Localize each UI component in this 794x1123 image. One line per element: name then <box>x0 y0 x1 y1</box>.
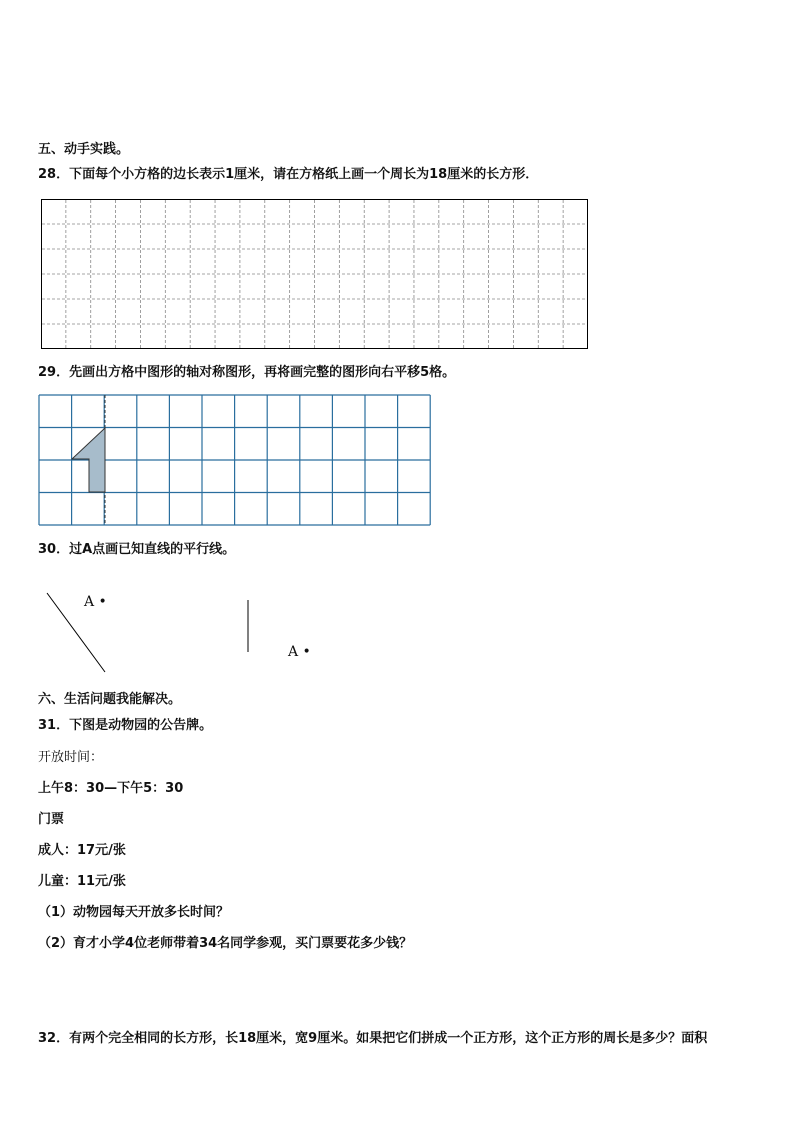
question-29: 29．先画出方格中图形的轴对称图形，再将画完整的图形向右平移5格。 <box>38 365 456 380</box>
question-30: 30．过A点画已知直线的平行线。 <box>38 542 236 557</box>
q28-grid <box>41 199 589 351</box>
q28-grid-lines <box>42 200 587 348</box>
q30-point-a2: A • <box>288 644 311 660</box>
q29-grid <box>38 394 434 528</box>
q30-lines <box>0 585 794 685</box>
q31-ticket-label: 门票 <box>38 812 65 827</box>
question-31: 31．下图是动物园的公告牌。 <box>38 718 213 733</box>
q31-hours: 上午8：30—下午5：30 <box>38 781 184 796</box>
q31-sub-question-2: （2）育才小学4位老师带着34名同学参观，买门票要花多少钱？ <box>38 936 413 951</box>
question-28: 28．下面每个小方格的边长表示1厘米，请在方格纸上画一个周长为18厘米的长方形． <box>38 167 539 182</box>
section5-heading: 五、动手实践。 <box>38 142 130 157</box>
q31-open-label: 开放时间： <box>38 750 104 765</box>
section6-heading: 六、生活问题我能解决。 <box>38 692 182 707</box>
q31-sub-question-1: （1）动物园每天开放多长时间？ <box>38 905 230 920</box>
question-32: 32．有两个完全相同的长方形，长18厘米，宽9厘米。如果把它们拼成一个正方形，这个正方形的周长是多少？面积 <box>38 1031 708 1046</box>
q31-adult-price: 成人：17元/张 <box>38 843 126 858</box>
q30-point-a1: A • <box>84 594 107 610</box>
q31-child-price: 儿童：11元/张 <box>38 874 126 889</box>
